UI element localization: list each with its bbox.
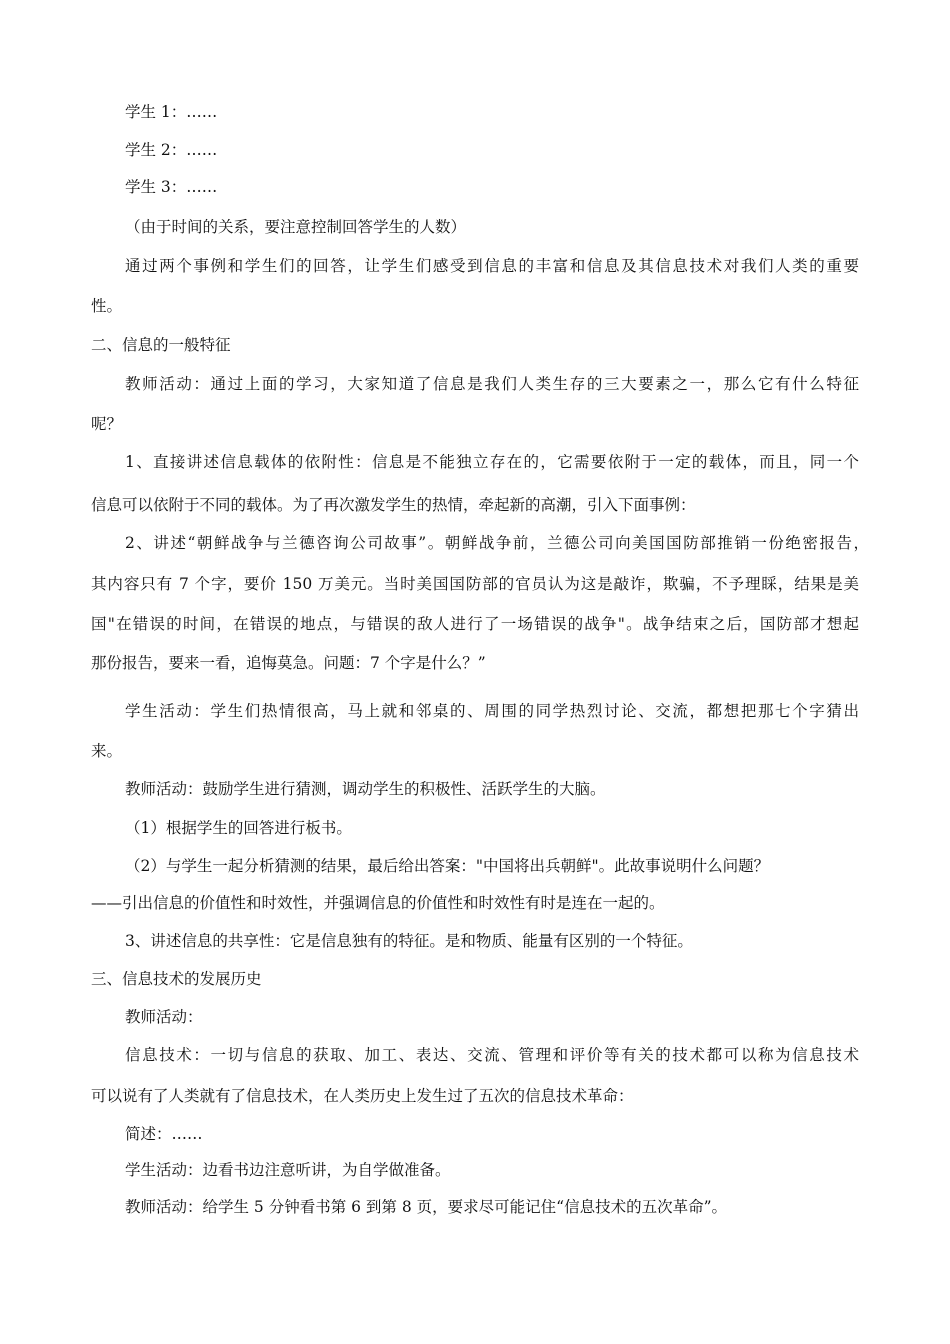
text-line: 学生活动：学生们热情很高，马上就和邻桌的、周围的同学热烈讨论、交流，都想把那七个字猜出 xyxy=(125,702,859,720)
section-heading: 三、信息技术的发展历史 xyxy=(91,970,262,988)
text-line: 可以说有了人类就有了信息技术，在人类历史上发生过了五次的信息技术革命： xyxy=(91,1087,634,1105)
text-line: 学生 3：…… xyxy=(125,178,218,196)
text-line: 信息技术：一切与信息的获取、加工、表达、交流、管理和评价等有关的技术都可以称为信息技术 xyxy=(125,1046,859,1064)
text-line: 学生活动：边看书边注意听讲，为自学做准备。 xyxy=(125,1161,451,1179)
text-line: 通过两个事例和学生们的回答，让学生们感受到信息的丰富和信息及其信息技术对我们人类的重要 xyxy=(125,257,859,275)
text-line: 国"在错误的时间，在错误的地点，与错误的敌人进行了一场错误的战争"。战争结束之后，国防部才想起 xyxy=(91,615,859,633)
section-heading: 二、信息的一般特征 xyxy=(91,336,231,354)
text-line: （由于时间的关系，要注意控制回答学生的人数） xyxy=(125,218,467,236)
text-line: 1、直接讲述信息载体的依附性：信息是不能独立存在的，它需要依附于一定的载体，而且，同一个 xyxy=(125,453,859,471)
text-line: （1）根据学生的回答进行板书。 xyxy=(125,819,352,837)
text-line: ——引出信息的价值性和时效性，并强调信息的价值性和时效性有时是连在一起的。 xyxy=(91,894,665,912)
text-line: 来。 xyxy=(91,742,123,760)
text-line: 教师活动： xyxy=(125,1008,203,1026)
text-line: 其内容只有 7 个字，要价 150 万美元。当时美国国防部的官员认为这是敲诈，欺骗，不予理睬，结果是美 xyxy=(91,575,859,593)
text-line: 性。 xyxy=(91,297,123,315)
text-line: 3、讲述信息的共享性：它是信息独有的特征。是和物质、能量有区别的一个特征。 xyxy=(125,932,693,950)
text-line: 简述：…… xyxy=(125,1125,203,1143)
text-line: （2）与学生一起分析猜测的结果，最后给出答案："中国将出兵朝鲜"。此故事说明什么问题？ xyxy=(125,857,770,875)
text-line: 教师活动：给学生 5 分钟看书第 6 到第 8 页，要求尽可能记住“信息技术的五次革命”。 xyxy=(125,1198,727,1216)
text-line: 2、讲述“朝鲜战争与兰德咨询公司故事”。朝鲜战争前，兰德公司向美国国防部推销一份绝密报告， xyxy=(125,534,869,552)
text-line: 学生 1：…… xyxy=(125,103,218,121)
text-line: 信息可以依附于不同的载体。为了再次激发学生的热情，牵起新的高潮，引入下面事例： xyxy=(91,496,696,514)
text-line: 教师活动：鼓励学生进行猜测，调动学生的积极性、活跃学生的大脑。 xyxy=(125,780,606,798)
text-line: 学生 2：…… xyxy=(125,141,218,159)
text-line: 呢？ xyxy=(91,415,123,433)
text-line: 教师活动：通过上面的学习，大家知道了信息是我们人类生存的三大要素之一，那么它有什么特征 xyxy=(125,375,859,393)
text-line: 那份报告，要来一看，追悔莫急。问题：7 个字是什么？” xyxy=(91,654,486,672)
